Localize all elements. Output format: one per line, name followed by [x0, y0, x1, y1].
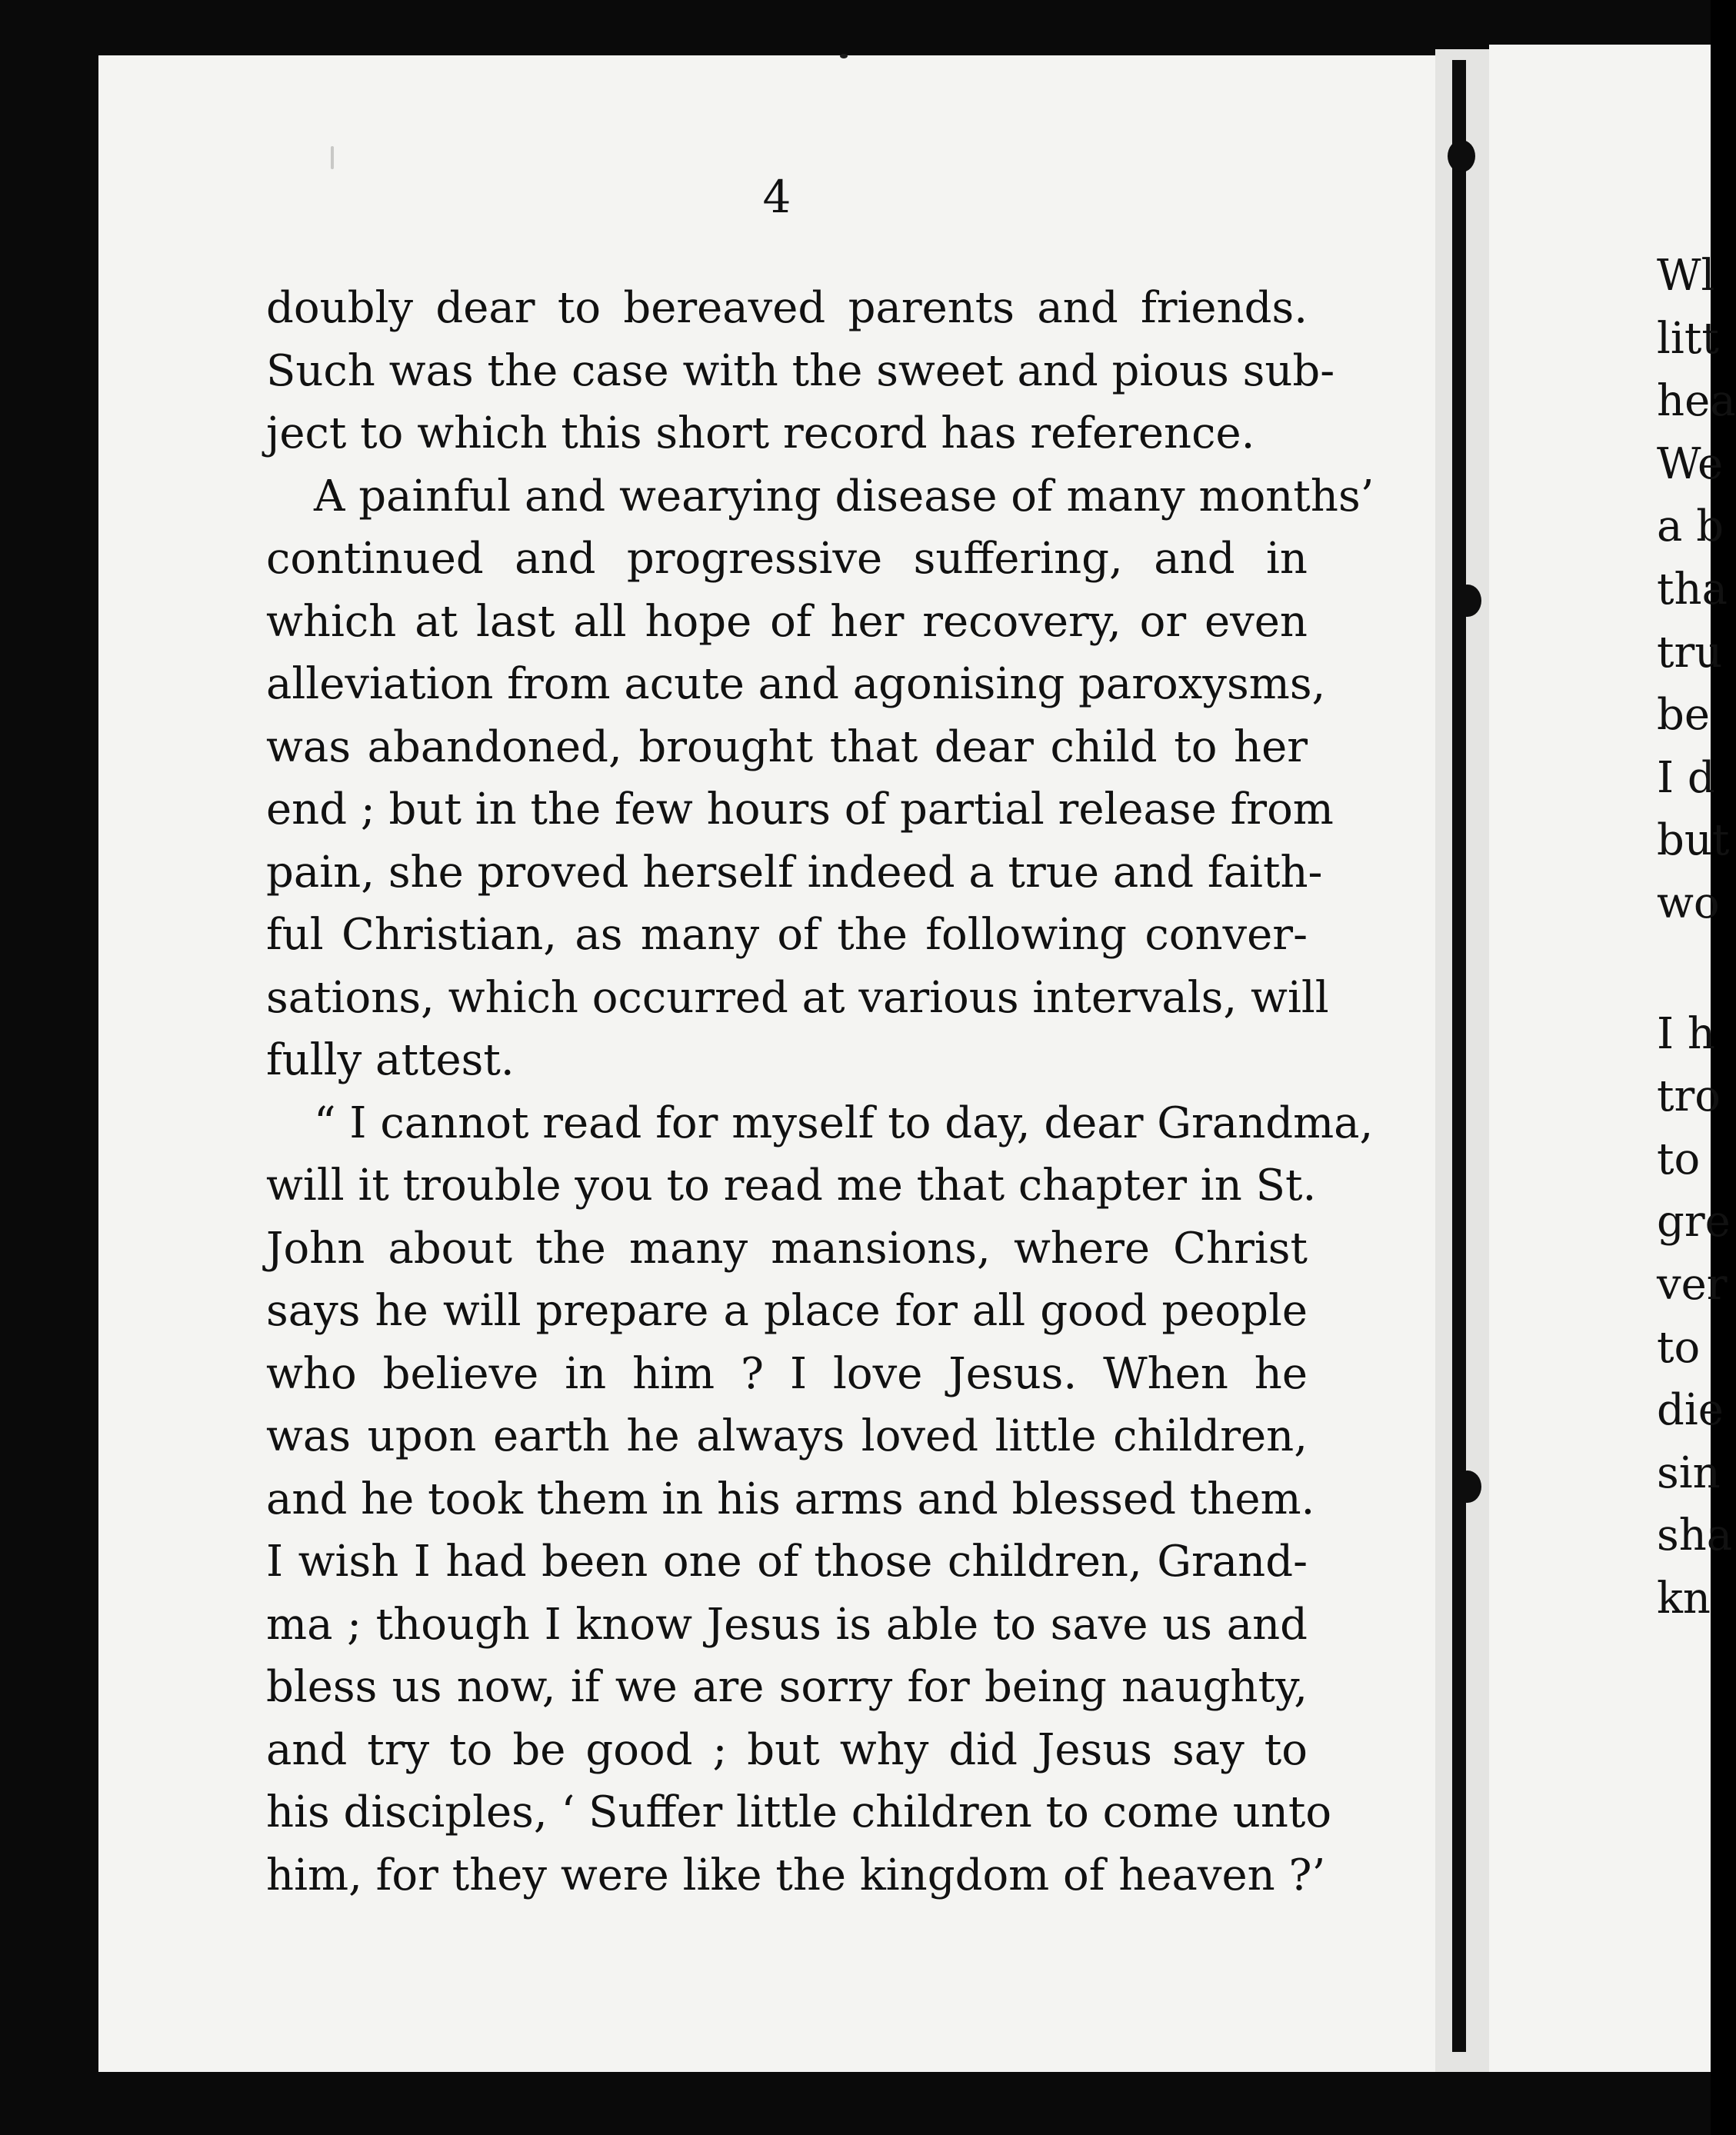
- spine-shadow: [1452, 60, 1466, 2052]
- text-line: ject to which this short record has reference.: [266, 408, 1255, 458]
- facing-page-line: tru: [1657, 627, 1723, 678]
- text-line: sations, which occurred at various intervals, will: [266, 972, 1329, 1023]
- text-line: ful Christian, as many of the following conver-: [266, 910, 1308, 960]
- text-line: will it trouble you to read me that chapter in St.: [266, 1161, 1317, 1211]
- facing-page-line: ver: [1657, 1259, 1728, 1310]
- facing-page-line: tha: [1657, 564, 1728, 615]
- facing-page-line: die: [1657, 1385, 1724, 1436]
- text-line: was upon earth he always loved little children,: [266, 1411, 1308, 1461]
- text-line: A painful and wearying disease of many months’: [314, 471, 1374, 521]
- text-line: was abandoned, brought that dear child to her: [266, 721, 1308, 772]
- spine-binding-mark: [1448, 140, 1475, 172]
- facing-page-line: sha: [1657, 1510, 1733, 1561]
- text-line: alleviation from acute and agonising paroxysms,: [266, 659, 1326, 709]
- facing-page-line: be: [1657, 690, 1710, 741]
- facing-page-line: sin: [1657, 1447, 1721, 1498]
- facing-page-line: tro: [1657, 1071, 1721, 1122]
- paragraph-gap: [1657, 935, 1736, 1003]
- text-line: Such was the case with the sweet and pious sub-: [266, 345, 1335, 396]
- facing-page-line: Wl: [1657, 251, 1715, 301]
- text-line: him, for they were like the kingdom of heaven ?’: [266, 1850, 1326, 1900]
- spine-binding-mark: [1454, 585, 1481, 617]
- facing-page-line: hea: [1657, 376, 1736, 427]
- text-line: end ; but in the few hours of partial release from: [266, 784, 1334, 834]
- facing-page-line: to: [1657, 1134, 1701, 1184]
- page-number: 4: [762, 171, 791, 223]
- facing-page-line: but: [1657, 815, 1730, 866]
- scan-speck: [331, 146, 334, 169]
- facing-page-line: litt: [1657, 313, 1719, 364]
- facing-page-line: I h: [1657, 1008, 1715, 1059]
- facing-page-line: We: [1657, 438, 1724, 489]
- text-line: continued and progressive suffering, and in: [266, 534, 1308, 584]
- scan-speck: [840, 54, 848, 58]
- facing-page-line: wo: [1657, 878, 1720, 928]
- text-line: who believe in him ? I love Jesus. When he: [266, 1348, 1308, 1399]
- facing-page-line: a b: [1657, 501, 1724, 552]
- text-line: doubly dear to bereaved parents and friends.: [266, 283, 1308, 333]
- text-line: “ I cannot read for myself to day, dear Grandma,: [314, 1097, 1374, 1148]
- text-line: ma ; though I know Jesus is able to save us and: [266, 1599, 1308, 1650]
- body-text: [266, 277, 1374, 1907]
- facing-page-line: gre: [1657, 1197, 1731, 1247]
- text-line: pain, she proved herself indeed a true and faith-: [266, 847, 1323, 898]
- text-line: fully attest.: [266, 1035, 515, 1085]
- facing-page-text: [1657, 245, 1736, 1630]
- text-line: says he will prepare a place for all good people: [266, 1286, 1308, 1336]
- spine-binding-mark: [1454, 1471, 1481, 1503]
- facing-page-line: to: [1657, 1322, 1701, 1373]
- text-line: and try to be good ; but why did Jesus say to: [266, 1724, 1308, 1775]
- text-line: which at last all hope of her recovery, or even: [266, 596, 1308, 647]
- facing-page-line: I d: [1657, 752, 1715, 803]
- text-line: and he took them in his arms and blessed them.: [266, 1474, 1315, 1524]
- text-line: I wish I had been one of those children, Grand-: [266, 1537, 1308, 1587]
- text-line: bless us now, if we are sorry for being naughty,: [266, 1662, 1308, 1712]
- text-line: John about the many mansions, where Christ: [266, 1223, 1308, 1274]
- facing-page-line: kn: [1657, 1573, 1711, 1624]
- text-line: his disciples, ‘ Suffer little children to come unto: [266, 1787, 1332, 1837]
